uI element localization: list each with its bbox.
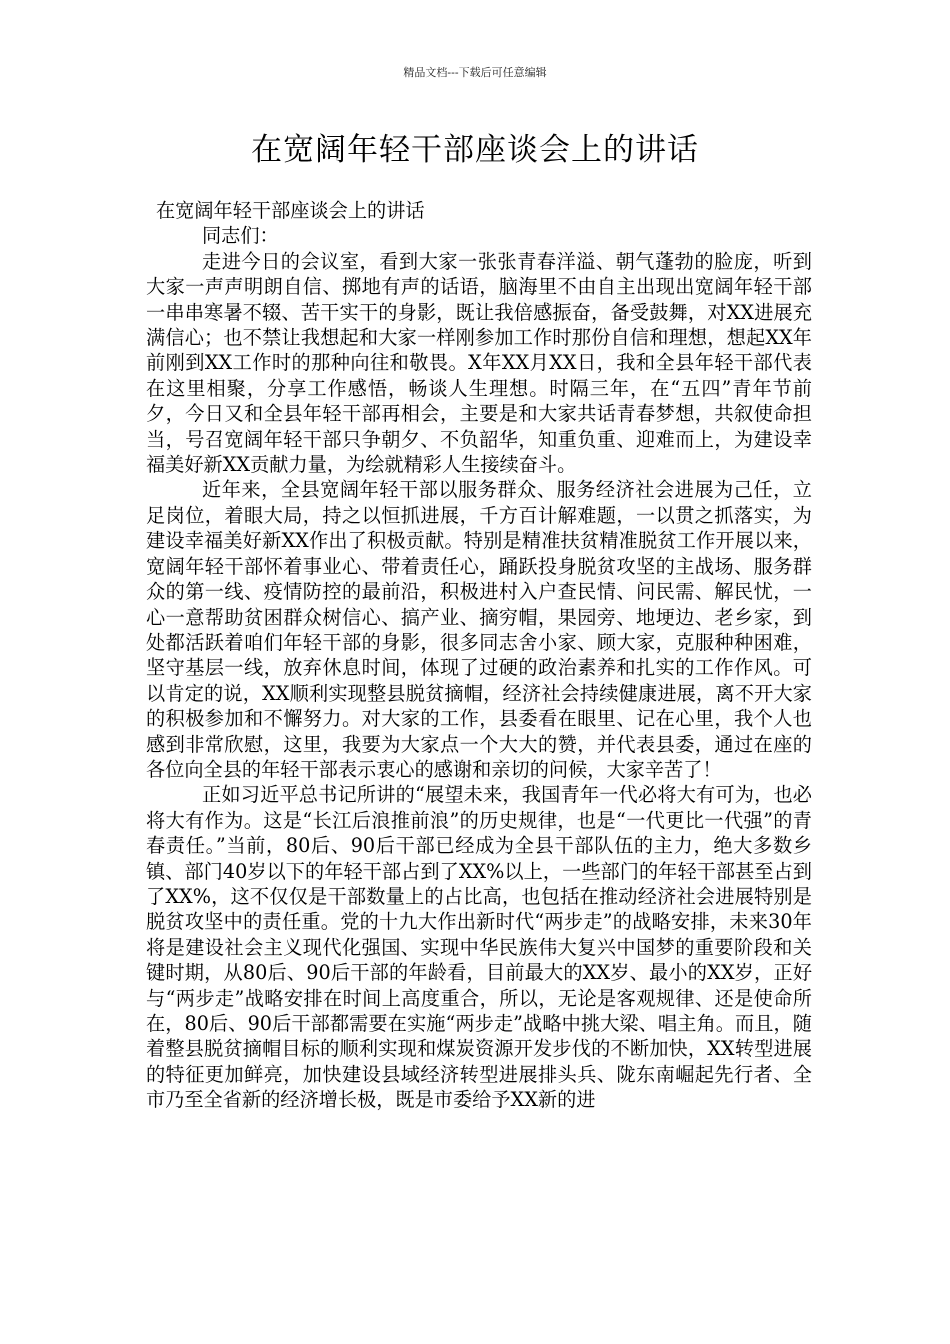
document-body <box>146 198 812 1113</box>
document-subtitle: 在宽阔年轻干部座谈会上的讲话 <box>156 199 425 222</box>
body-paragraph-3: 正如习近平总书记所讲的“展望未来，我国青年一代必将大有可为，也必将大有作为。这是“长江后浪推前浪”的历史规律，也是“一代更比一代强”的青春责任。”当前，80后、90后干部已经成为全县干部队伍的主力，绝大多数乡镇、部门40岁以下的年轻干部占到了XX%以上，一些部门的年轻干部甚至占到了XX%，这不仅仅是干部数量上的占比高，也包括在推动经济社会进展特别是脱贫攻坚中的责任重。党的十九大作出新时代“两步走”的战略安排，未来30年将是建设社会主义现代化强国、实现中华民族伟大复兴中国梦的重要阶段和关键时期，从80后、90后干部的年龄看，目前最大的XX岁、最小的XX岁，正好与“两步走”战略安排在时间上高度重合，所以，无论是客观规律、还是使命所在，80后、90后干部都需要在实施“两步走”战略中挑大梁、唱主角。而且，随着整县脱贫摘帽目标的顺利实现和煤炭资源开发步伐的不断加快，XX转型进展的特征更加鲜亮，加快建设县域经济转型进展排头兵、陇东南崛起先行者、全市乃至全省新的经济增长极，既是市委给予XX新的进 <box>146 783 812 1112</box>
salutation: 同志们： <box>202 224 279 248</box>
body-paragraph-1: 走进今日的会议室，看到大家一张张青春洋溢、朝气蓬勃的脸庞，听到大家一声声明朗自信、掷地有声的话语，脑海里不由自主出现出宽阔年轻干部一串串寒暑不辍、苦干实干的身影，既让我倍感振奋，备受鼓舞，对XX进展充满信心；也不禁让我想起和大家一样刚参加工作时那份自信和理想，想起XX年前刚到XX工作时的那种向往和敬畏。X年XX月XX日，我和全县年轻干部代表在这里相聚，分享工作感悟，畅谈人生理想。时隔三年，在“五四”青年节前夕，今日又和全县年轻干部再相会，主要是和大家共话青春梦想，共叙使命担当，号召宽阔年轻干部只争朝夕、不负韶华，知重负重、迎难而上，为建设幸福美好新XX贡献力量，为绘就精彩人生接续奋斗。 <box>146 249 812 477</box>
body-paragraph-2: 近年来，全县宽阔年轻干部以服务群众、服务经济社会进展为己任，立足岗位，着眼大局，持之以恒抓进展，千方百计解难题，一以贯之抓落实，为建设幸福美好新XX作出了积极贡献。特别是精准扶贫精准脱贫工作开展以来，宽阔年轻干部怀着事业心、带着责任心，踊跃投身脱贫攻坚的主战场、服务群众的第一线、疫情防控的最前沿，积极进村入户查民情、问民需、解民忧，一心一意帮助贫困群众树信心、搞产业、摘穷帽，果园旁、地埂边、老乡家，到处都活跃着咱们年轻干部的身影，很多同志舍小家、顾大家，克服种种困难，坚守基层一线，放弃休息时间，体现了过硬的政治素养和扎实的工作作风。可以肯定的说，XX顺利实现整县脱贫摘帽，经济社会持续健康进展，离不开大家的积极参加和不懈努力。对大家的工作，县委看在眼里、记在心里，我个人也感到非常欣慰，这里，我要为大家点一个大大的赞，并代表县委，通过在座的各位向全县的年轻干部表示衷心的感谢和亲切的问候，大家辛苦了！ <box>146 478 812 781</box>
document-title: 在宽阔年轻干部座谈会上的讲话 <box>251 132 699 168</box>
header-note: 精品文档---下载后可任意编辑 <box>403 66 547 79</box>
